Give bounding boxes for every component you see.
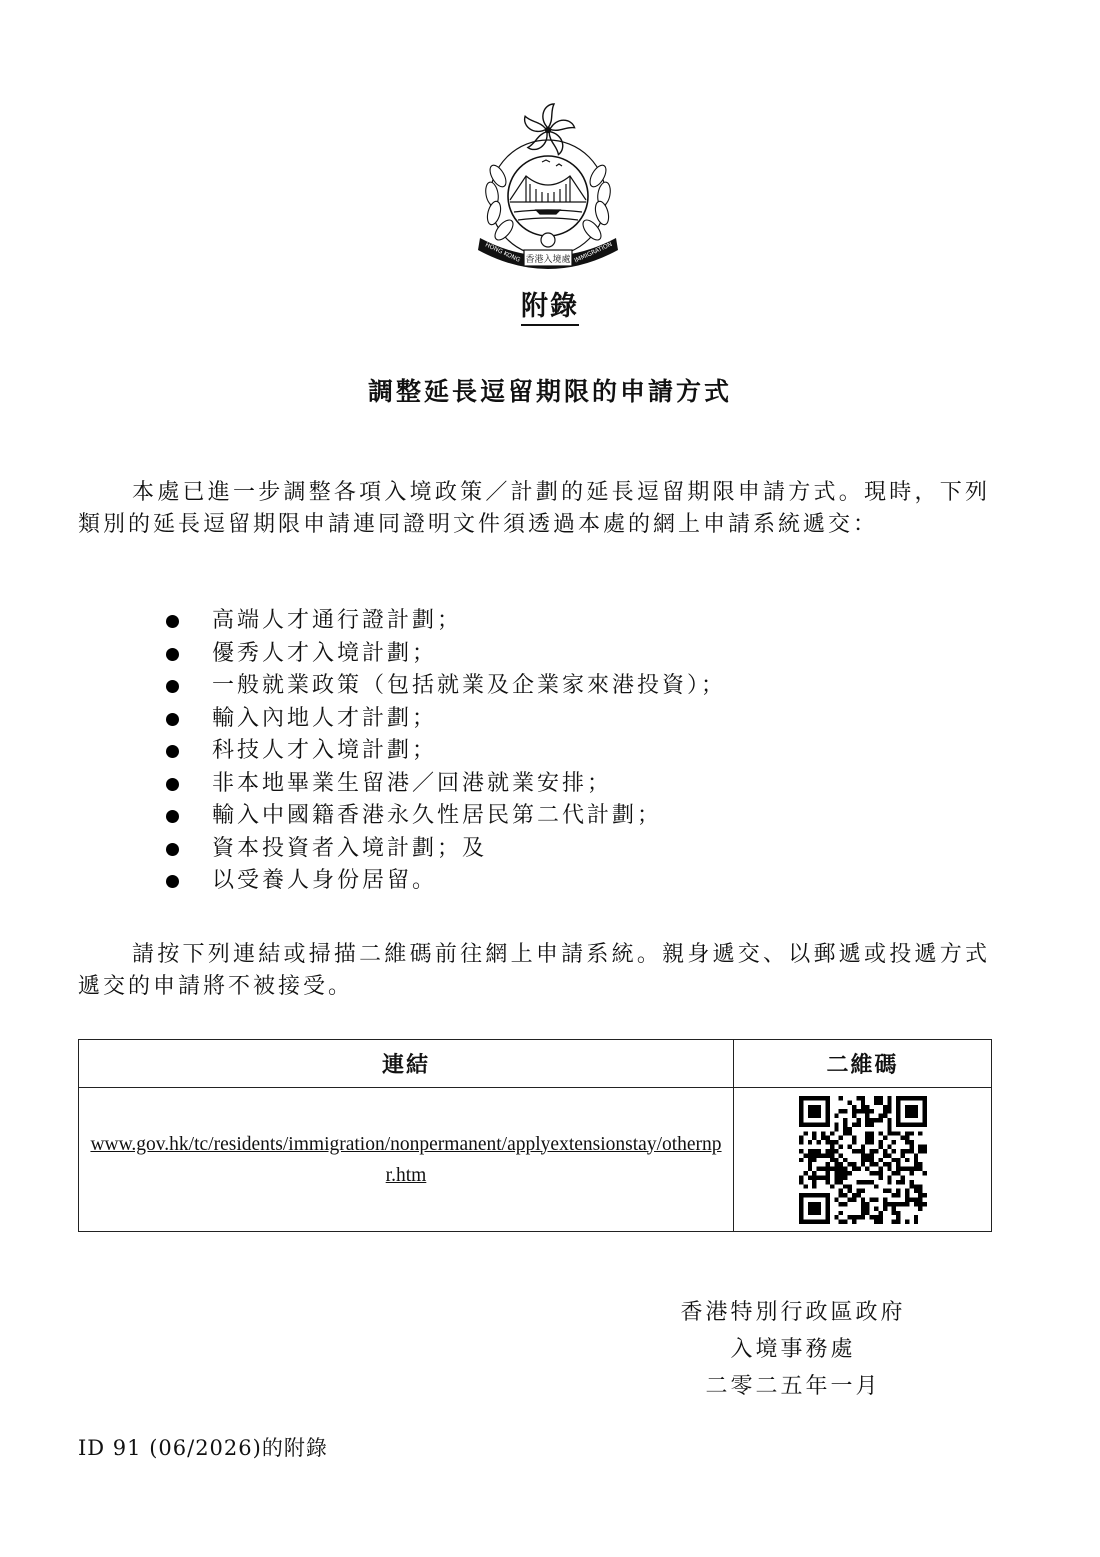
emblem-center-label: 香港入境處: [525, 255, 571, 265]
list-item-text: 以受養人身份居留。: [212, 868, 438, 893]
list-item-text: 非本地畢業生留港／回港就業安排；: [212, 770, 613, 796]
table-row: [79, 1088, 992, 1232]
list-item-text: 資本投資者入境計劃；及: [212, 835, 488, 861]
bullet-dot-icon: [166, 875, 179, 888]
qr-cell: [734, 1088, 992, 1232]
signature-date: 二零二五年一月: [705, 1374, 881, 1399]
bullet-dot-icon: [166, 648, 179, 661]
bullet-dot-icon: [166, 843, 179, 856]
signature-block: [640, 1294, 946, 1405]
list-item: [160, 833, 726, 866]
form-id-footer: ID 91 (06/2026)的附錄: [78, 1436, 328, 1460]
list-item: [160, 735, 726, 768]
list-item: [160, 605, 726, 638]
document-title: 調整延長逗留期限的申請方式: [367, 377, 732, 406]
bullet-dot-icon: [166, 680, 179, 693]
list-item: [160, 638, 726, 671]
annex-title-text: 附錄: [521, 291, 579, 326]
list-item-text: 高端人才通行證計劃；: [212, 608, 463, 633]
list-item: [160, 703, 726, 736]
link-column-header: 連結: [79, 1040, 734, 1088]
link-table: [78, 1039, 992, 1232]
bullet-dot-icon: [166, 745, 179, 758]
signature-department: 入境事務處: [730, 1337, 856, 1362]
bullet-dot-icon: [166, 810, 179, 823]
list-item-text: 輸入內地人才計劃；: [212, 705, 438, 731]
instruction-paragraph: 請按下列連結或掃描二維碼前往網上申請系統。親身遞交、以郵遞或投遞方式遞交的申請將不被接受。: [78, 942, 990, 999]
intro-paragraph: 本處已進一步調整各項入境政策／計劃的延長逗留期限申請方式。現時，下列類別的延長逗留期限申請連同證明文件須透過本處的網上申請系統遞交：: [78, 480, 990, 537]
link-cell: [79, 1088, 734, 1232]
list-item: [160, 670, 726, 703]
hk-immigration-crest-icon: [468, 98, 628, 278]
bullet-dot-icon: [166, 615, 179, 628]
list-item-text: 優秀人才入境計劃；: [212, 640, 438, 666]
list-item: [160, 865, 726, 898]
list-item-text: 科技人才入境計劃；: [212, 738, 438, 763]
list-item: [160, 768, 726, 801]
list-item-text: 輸入中國籍香港永久性居民第二代計劃；: [212, 803, 663, 828]
qr-code-icon[interactable]: [799, 1096, 927, 1224]
category-list: [160, 605, 726, 898]
list-item: [160, 800, 726, 833]
bullet-dot-icon: [166, 713, 179, 726]
emblem-left-label: HONG KONG: [484, 241, 522, 264]
bullet-dot-icon: [166, 778, 179, 791]
signature-government: 香港特別行政區政府: [680, 1300, 906, 1325]
application-link[interactable]: www.gov.hk/tc/residents/immigration/nonpermanent/applyextensionstay/othernpr.htm: [90, 1133, 722, 1186]
immigration-emblem: [468, 98, 628, 278]
list-item-text: 一般就業政策（包括就業及企業家來港投資）；: [212, 673, 727, 698]
qr-column-header: 二維碼: [734, 1040, 992, 1088]
emblem-right-label: IMMIGRATION: [573, 240, 614, 265]
table-header-row: [79, 1040, 992, 1088]
annex-title: [0, 284, 1100, 323]
